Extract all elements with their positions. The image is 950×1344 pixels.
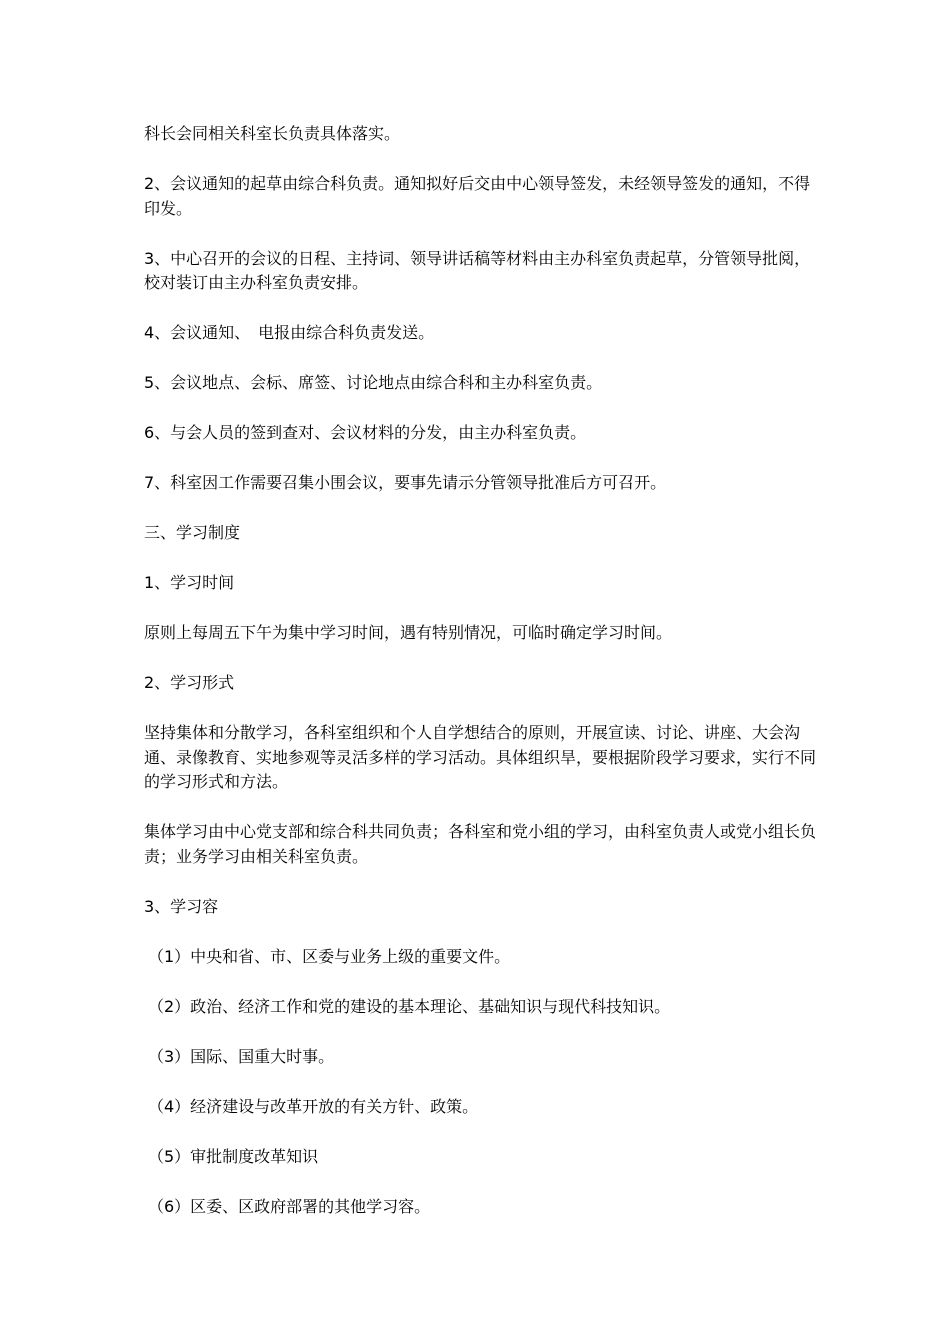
- list-item-content-2: （2）政治、经济工作和党的建设的基本理论、基础知识与现代科技知识。: [148, 996, 671, 1016]
- paragraph-study-responsibility: 集体学习由中心党支部和综合科共同负责；各科室和党小组的学习，由科室负责人或党小组长负责；业务学习由相关科室负责。: [144, 822, 817, 866]
- paragraph-continuation: 科长会同相关科室长负责具体落实。: [144, 124, 401, 143]
- paragraph-study-time: 原则上每周五下午为集中学习时间，遇有特别情况，可临时确定学习时间。: [144, 623, 673, 642]
- list-item-content-1: （1）中央和省、市、区委与业务上级的重要文件。: [148, 946, 511, 966]
- subheading-study-form: 2、学习形式: [144, 673, 235, 692]
- paragraph-study-form: 坚持集体和分散学习，各科室组织和个人自学想结合的原则，开展宣读、讨论、讲座、大会沟通、录像教育、实地参观等灵活多样的学习活动。具体组织旱，要根据阶段学习要求，实行不同的学习形式和方法。: [144, 723, 817, 791]
- paragraph-item-7: 7、科室因工作需要召集小围会议，要事先请示分管领导批准后方可召开。: [144, 473, 667, 492]
- section-heading-study-system: 三、学习制度: [144, 523, 241, 542]
- subheading-study-content: 3、学习容: [144, 896, 219, 916]
- paragraph-item-2: 2、会议通知的起草由综合科负责。通知拟好后交由中心领导签发，未经领导签发的通知，不得印发。: [144, 174, 811, 218]
- subheading-study-time: 1、学习时间: [144, 573, 235, 592]
- list-item-content-3: （3）国际、国重大时事。: [148, 1046, 335, 1066]
- document-page: [144, 122, 824, 1245]
- list-item-content-4: （4）经济建设与改革开放的有关方针、政策。: [148, 1096, 479, 1116]
- paragraph-item-4: 4、会议通知、 电报由综合科负责发送。: [144, 323, 435, 342]
- paragraph-item-6: 6、与会人员的签到查对、会议材料的分发，由主办科室负责。: [144, 423, 587, 442]
- paragraph-item-3: 3、中心召开的会议的日程、主持词、领导讲话稿等材料由主办科室负责起草，分管领导批阅，校对装订由主办科室负责安排。: [144, 248, 811, 292]
- list-item-content-5: （5）审批制度改革知识: [148, 1146, 319, 1166]
- paragraph-item-5: 5、会议地点、会标、席签、讨论地点由综合科和主办科室负责。: [144, 373, 603, 392]
- list-item-content-6: （6）区委、区政府部署的其他学习容。: [148, 1196, 431, 1216]
